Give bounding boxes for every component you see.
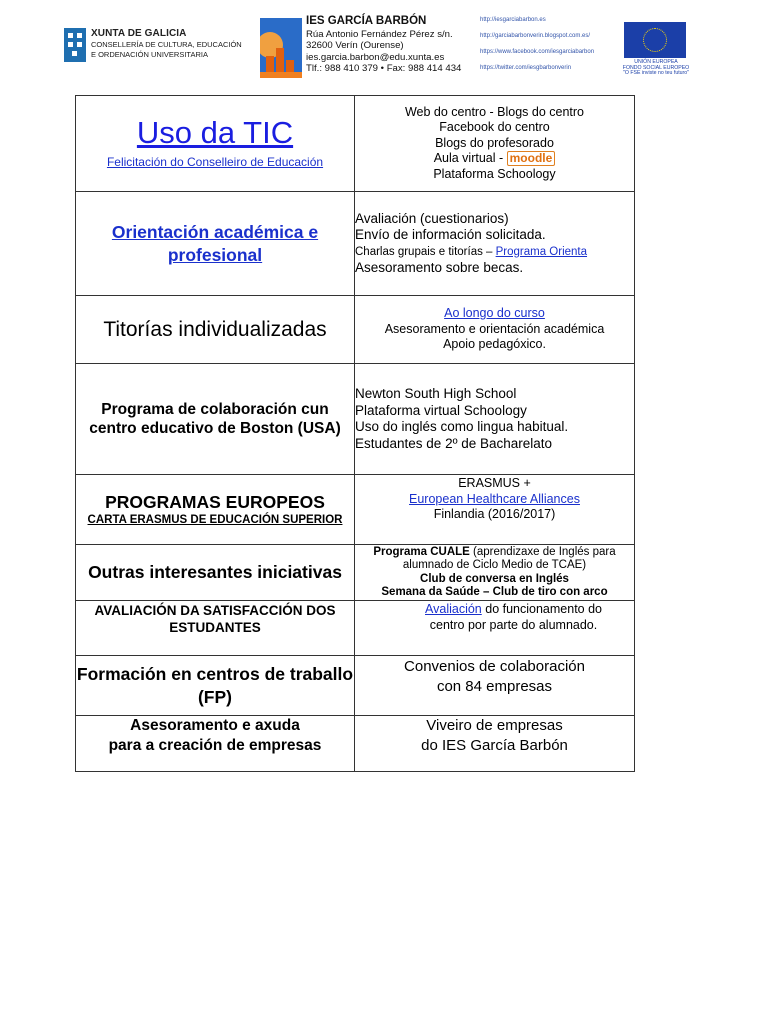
boston-line-2: Plataforma virtual Schoology: [355, 402, 527, 418]
document-header: [60, 14, 700, 78]
services-table: [75, 95, 635, 772]
outras-details: [355, 545, 635, 601]
europeos-details: [355, 475, 635, 545]
boston-title: Programa de colaboración cun centro educativo de Boston (USA): [89, 401, 341, 437]
school-email: ies.garcia.barbon@edu.xunta.es: [306, 51, 445, 63]
facebook-link[interactable]: https://www.facebook.com/iesgarciabarbon: [480, 49, 595, 55]
xunta-shield-icon: [64, 28, 86, 62]
school-address: Rúa Antonio Fernández Pérez s/n.: [306, 28, 453, 40]
school-city: 32600 Verín (Ourense): [306, 40, 404, 52]
tic-line-1: Web do centro - Blogs do centro: [404, 104, 585, 119]
eu-logo-block: [620, 22, 698, 76]
titorias-title: Titorías individualizadas: [103, 318, 327, 341]
orientacion-line-2: Envío de información solicitada.: [355, 227, 546, 242]
avaliacion-title: AVALIACIÓN DA SATISFACCIÓN DOS ESTUDANTES: [94, 603, 336, 635]
tic-cell: [76, 96, 355, 192]
school-logo-icon: [260, 18, 302, 78]
titorias-line-2: Asesoramento e orientación académica: [384, 321, 605, 336]
orientacion-title-link[interactable]: Orientación académica e profesional: [111, 221, 319, 265]
formacion-line-1: Convenios de colaboración: [404, 658, 585, 675]
cuale-line: [355, 546, 634, 573]
avaliacion-details: [355, 601, 635, 656]
xunta-line-2: E ORDENACIÓN UNIVERSITARIA: [91, 49, 208, 59]
asesoramento-cell: [76, 716, 355, 772]
asesoramento-title-1: Asesoramento e axuda: [130, 717, 300, 734]
avaliacion-rest: do funcionamento do centro por parte do alumnado.: [429, 602, 602, 632]
asesoramento-line-1: Viveiro de empresas: [426, 717, 563, 734]
xunta-text: [91, 28, 271, 59]
tic-title[interactable]: Uso da TIC: [136, 115, 294, 150]
table-row: [76, 475, 635, 545]
orientacion-line-1: Avaliación (cuestionarios): [355, 210, 509, 226]
eu-line-3: "O FSE inviste no teu futuro": [623, 70, 689, 77]
table-row: [76, 545, 635, 601]
formacion-title: Formación en centros de traballo (FP): [76, 663, 354, 707]
europeos-line-1: ERASMUS +: [458, 476, 531, 490]
table-row: [76, 656, 635, 716]
website-link[interactable]: http://iesgarciabarbon.es: [480, 17, 546, 23]
school-name: IES GARCÍA BARBÓN: [306, 15, 427, 27]
titorias-line-3: Apoio pedagóxico.: [443, 337, 546, 352]
eu-line-1: UNIÓN EUROPEA: [634, 59, 678, 65]
table-row: [76, 716, 635, 772]
tic-line-4: [355, 151, 634, 167]
boston-line-1: Newton South High School: [355, 386, 517, 401]
boston-details: [355, 364, 635, 475]
orientacion-line-4: Asesoramento sobre becas.: [355, 260, 524, 275]
semana-saude: Semana da Saúde – Club de tiro con arco: [381, 586, 608, 598]
tic-details: [355, 96, 635, 192]
outras-title: Outras interesantes iniciativas: [88, 562, 342, 582]
cuale-bold: Programa CUALE: [373, 545, 470, 558]
asesoramento-title-2: para a creación de empresas: [108, 736, 322, 754]
blog-link[interactable]: http://garciabarbonverin.blogspot.com.es/: [480, 33, 591, 39]
formacion-details: [355, 656, 635, 716]
avaliacion-cell: [76, 601, 355, 656]
formacion-line-2: con 84 empresas: [436, 678, 553, 695]
europeos-line-3: Finlandia (2016/2017): [433, 507, 556, 521]
boston-line-4: Estudantes de 2º de Bacharelato: [355, 435, 553, 451]
europeos-title: PROGRAMAS EUROPEOS: [105, 492, 325, 512]
eu-line-2: FONDO SOCIAL EUROPEO: [622, 64, 690, 71]
asesoramento-details: [355, 716, 635, 772]
titorias-details: [355, 296, 635, 364]
eu-text: [620, 60, 692, 77]
table-row: [76, 601, 635, 656]
boston-cell: [76, 364, 355, 475]
charlas-label: Charlas grupais e titorías –: [355, 245, 496, 258]
orientacion-cell: [76, 192, 355, 296]
boston-line-3: Uso do inglés como lingua habitual.: [355, 419, 569, 434]
header-links: [480, 16, 620, 80]
club-conversa: Club de conversa en Inglés: [420, 572, 569, 585]
moodle-logo-icon[interactable]: [507, 151, 556, 166]
twitter-link[interactable]: https://twitter.com/iesgbarbonverin: [480, 65, 572, 71]
school-contact: [306, 16, 486, 75]
orientacion-details: [355, 192, 635, 296]
aula-virtual-label: Aula virtual -: [433, 151, 507, 166]
avaliacion-link[interactable]: Avaliación: [425, 602, 482, 616]
table-row: [76, 364, 635, 475]
orientacion-line-3: [355, 244, 634, 261]
moodle-text: moodle: [509, 151, 553, 166]
eu-flag-icon: [624, 22, 686, 58]
xunta-title: XUNTA DE GALICIA: [91, 28, 187, 39]
outras-cell: [76, 545, 355, 601]
tic-subtitle-link[interactable]: Felicitación do Conselleiro de Educación: [106, 155, 324, 169]
programa-orienta-link[interactable]: Programa Orienta: [495, 245, 588, 258]
xunta-logo-block: [64, 28, 254, 72]
tic-line-2: Facebook do centro: [439, 120, 550, 135]
xunta-line-1: CONSELLERÍA DE CULTURA, EDUCACIÓN: [91, 40, 242, 49]
table-row: [76, 96, 635, 192]
formacion-cell: [76, 656, 355, 716]
school-phone: Tlf.: 988 410 379 • Fax: 988 414 434: [306, 63, 462, 75]
europeos-cell: [76, 475, 355, 545]
titorias-cell: [76, 296, 355, 364]
ao-longo-link[interactable]: Ao longo do curso: [444, 306, 545, 321]
cuale-rest: (aprendizaxe de Inglés para alumnado de Ciclo Medio de TCAE): [402, 545, 616, 571]
asesoramento-line-2: do IES García Barbón: [421, 737, 568, 754]
table-row: [76, 296, 635, 364]
tic-line-3: Blogs do profesorado: [435, 135, 554, 150]
carta-erasmus-link[interactable]: CARTA ERASMUS DE EDUCACIÓN SUPERIOR: [87, 514, 343, 526]
tic-line-5: Plataforma Schoology: [433, 166, 556, 181]
table-row: [76, 192, 635, 296]
healthcare-alliances-link[interactable]: European Healthcare Alliances: [409, 491, 580, 506]
